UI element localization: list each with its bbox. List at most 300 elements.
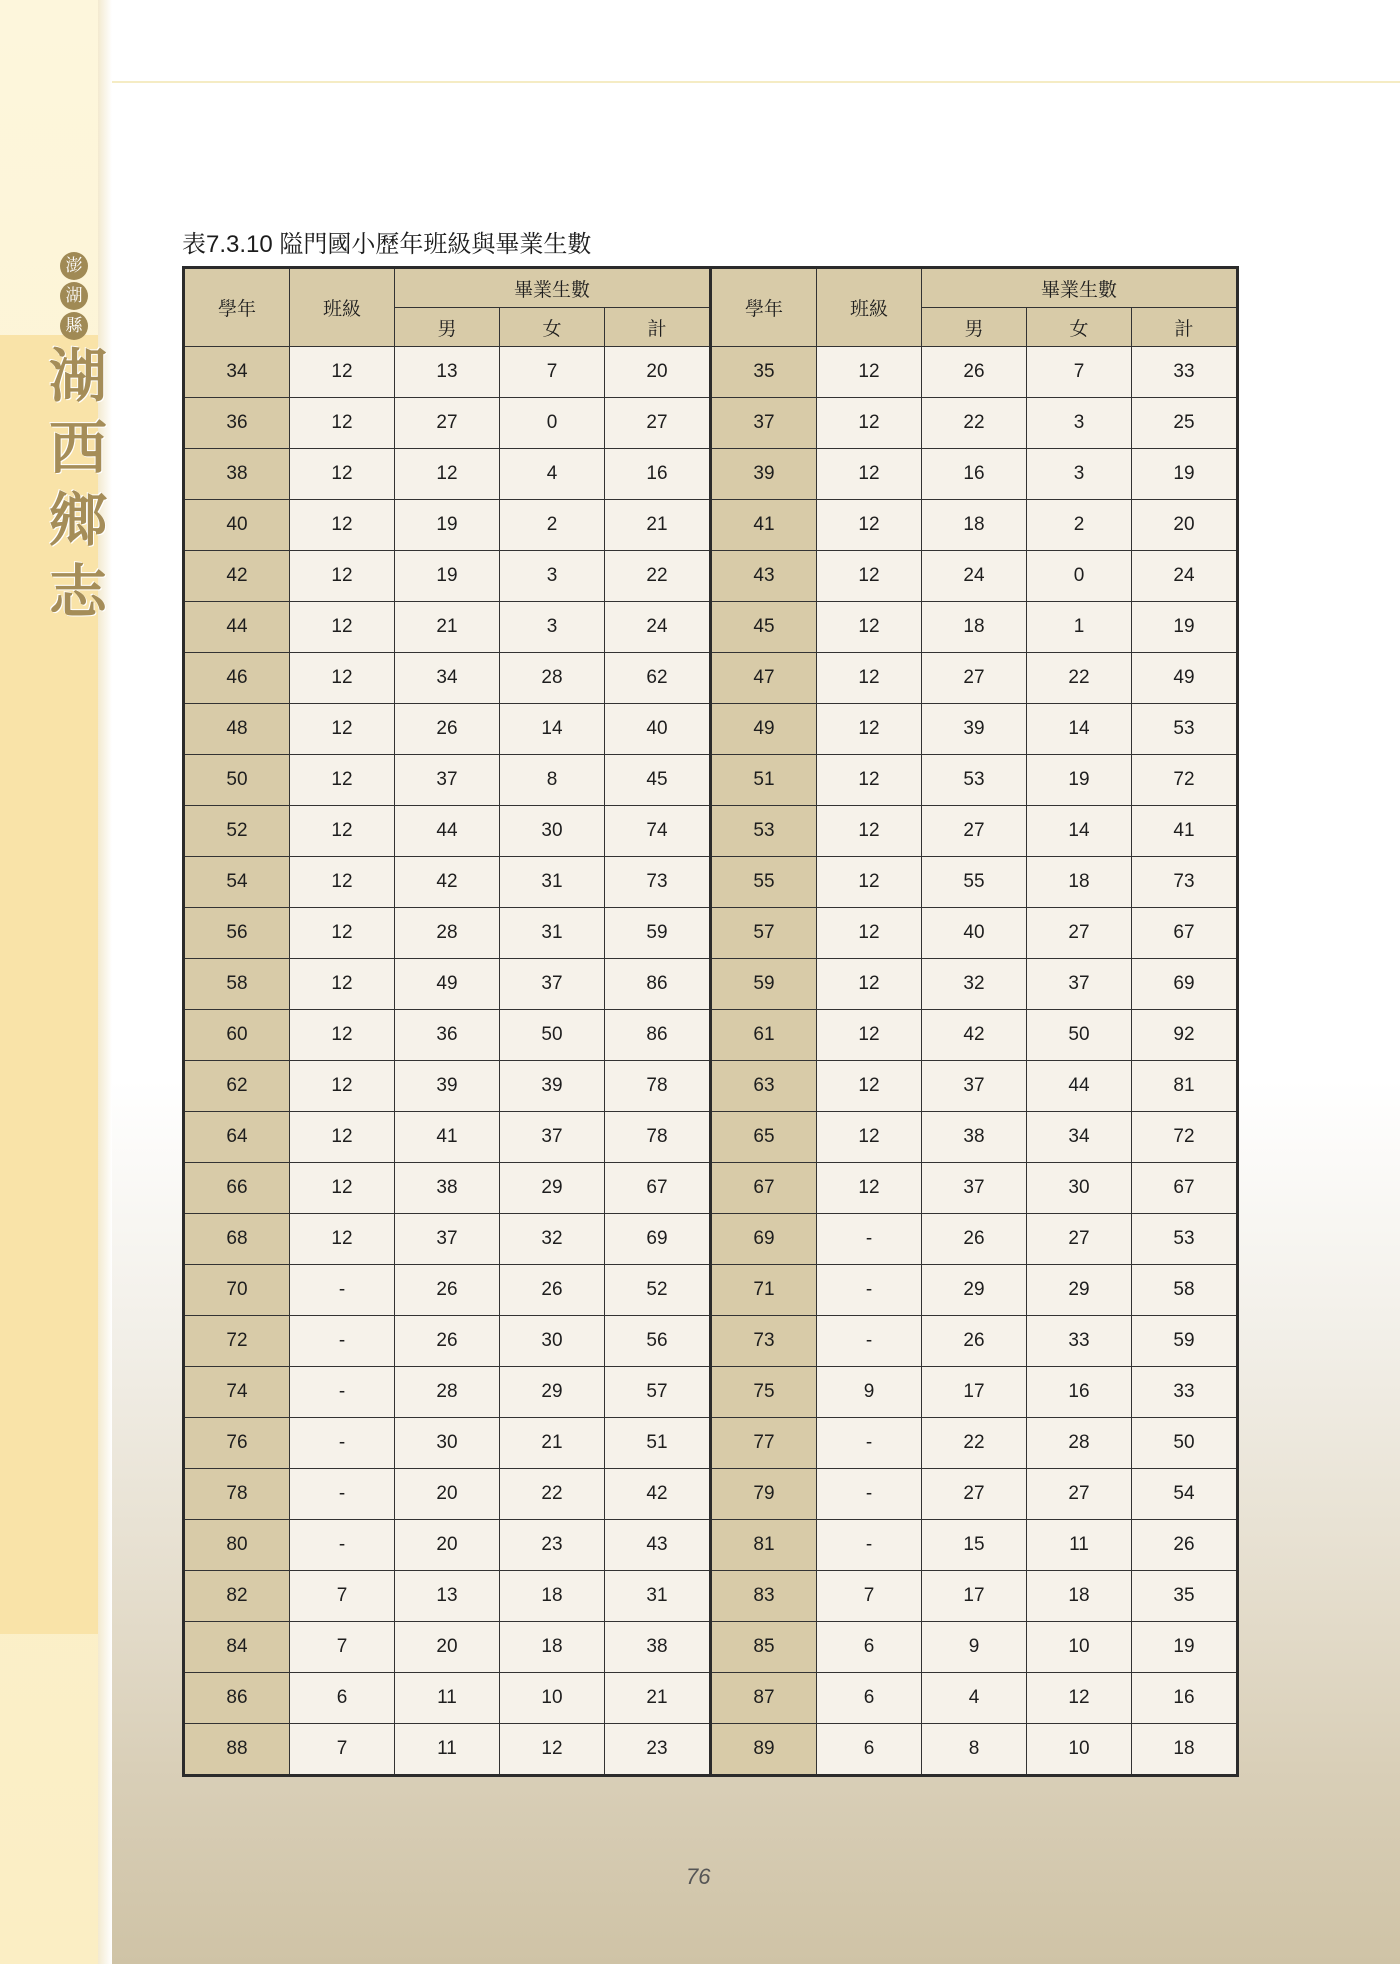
- cell-classes: -: [817, 1316, 922, 1367]
- cell-male: 34: [395, 653, 500, 704]
- table-row: [711, 1673, 1238, 1724]
- table-row: [184, 449, 711, 500]
- cell-female: 34: [1027, 1112, 1132, 1163]
- cell-year: 59: [711, 959, 817, 1010]
- cell-classes: 12: [290, 704, 395, 755]
- cell-female: 30: [1027, 1163, 1132, 1214]
- cell-female: 33: [1027, 1316, 1132, 1367]
- cell-male: 21: [395, 602, 500, 653]
- table-row: [711, 908, 1238, 959]
- cell-female: 3: [1027, 449, 1132, 500]
- cell-total: 62: [605, 653, 711, 704]
- cell-year: 84: [184, 1622, 290, 1673]
- cell-total: 19: [1132, 1622, 1238, 1673]
- cell-female: 44: [1027, 1061, 1132, 1112]
- cell-male: 27: [922, 653, 1027, 704]
- cell-total: 27: [605, 398, 711, 449]
- cell-female: 29: [1027, 1265, 1132, 1316]
- cell-female: 26: [500, 1265, 605, 1316]
- cell-year: 86: [184, 1673, 290, 1724]
- cell-female: 39: [500, 1061, 605, 1112]
- cell-year: 66: [184, 1163, 290, 1214]
- cell-year: 65: [711, 1112, 817, 1163]
- cell-total: 19: [1132, 449, 1238, 500]
- cell-classes: 12: [290, 959, 395, 1010]
- cell-year: 50: [184, 755, 290, 806]
- cell-year: 77: [711, 1418, 817, 1469]
- cell-year: 62: [184, 1061, 290, 1112]
- cell-classes: -: [290, 1316, 395, 1367]
- table-row: [184, 1571, 711, 1622]
- cell-classes: 12: [817, 959, 922, 1010]
- cell-female: 28: [500, 653, 605, 704]
- cell-male: 53: [922, 755, 1027, 806]
- cell-total: 72: [1132, 755, 1238, 806]
- cell-female: 19: [1027, 755, 1132, 806]
- cell-female: 3: [500, 602, 605, 653]
- cell-male: 37: [395, 755, 500, 806]
- cell-male: 30: [395, 1418, 500, 1469]
- cell-classes: 12: [817, 602, 922, 653]
- cell-classes: 9: [817, 1367, 922, 1418]
- cell-male: 24: [922, 551, 1027, 602]
- cell-male: 19: [395, 500, 500, 551]
- table-row: [711, 1163, 1238, 1214]
- cell-male: 11: [395, 1673, 500, 1724]
- cell-male: 4: [922, 1673, 1027, 1724]
- cell-male: 41: [395, 1112, 500, 1163]
- cell-year: 45: [711, 602, 817, 653]
- cell-female: 14: [1027, 704, 1132, 755]
- cell-classes: -: [817, 1418, 922, 1469]
- table-left: [182, 266, 712, 1777]
- table-row: [711, 1061, 1238, 1112]
- cell-male: 17: [922, 1571, 1027, 1622]
- cell-male: 16: [922, 449, 1027, 500]
- header-graduates: 畢業生數: [395, 268, 711, 308]
- cell-classes: 12: [817, 449, 922, 500]
- cell-total: 52: [605, 1265, 711, 1316]
- cell-male: 26: [922, 1214, 1027, 1265]
- cell-female: 7: [500, 347, 605, 398]
- page-number: 76: [686, 1864, 711, 1889]
- cell-female: 10: [1027, 1622, 1132, 1673]
- cell-total: 50: [1132, 1418, 1238, 1469]
- cell-classes: 12: [817, 500, 922, 551]
- seal-char: 湖: [60, 282, 88, 310]
- table-row: [711, 551, 1238, 602]
- table-row: [184, 755, 711, 806]
- cell-year: 81: [711, 1520, 817, 1571]
- cell-total: 69: [605, 1214, 711, 1265]
- cell-classes: 12: [817, 1163, 922, 1214]
- header-rule: [112, 81, 1400, 83]
- cell-total: 35: [1132, 1571, 1238, 1622]
- cell-classes: -: [290, 1265, 395, 1316]
- cell-female: 18: [500, 1622, 605, 1673]
- cell-female: 37: [500, 1112, 605, 1163]
- cell-total: 31: [605, 1571, 711, 1622]
- cell-male: 20: [395, 1469, 500, 1520]
- cell-total: 33: [1132, 1367, 1238, 1418]
- cell-year: 49: [711, 704, 817, 755]
- cell-total: 74: [605, 806, 711, 857]
- cell-female: 18: [500, 1571, 605, 1622]
- cell-classes: 7: [290, 1571, 395, 1622]
- cell-total: 54: [1132, 1469, 1238, 1520]
- cell-classes: 12: [817, 1010, 922, 1061]
- table-row: [184, 398, 711, 449]
- header-male: 男: [922, 308, 1027, 347]
- cell-classes: 6: [290, 1673, 395, 1724]
- table-row: [711, 347, 1238, 398]
- cell-classes: 12: [290, 551, 395, 602]
- cell-male: 18: [922, 602, 1027, 653]
- cell-male: 20: [395, 1622, 500, 1673]
- book-title-logo: [48, 340, 108, 628]
- cell-year: 34: [184, 347, 290, 398]
- cell-female: 10: [500, 1673, 605, 1724]
- cell-year: 56: [184, 908, 290, 959]
- table-row: [184, 1520, 711, 1571]
- header-classes: 班級: [290, 268, 395, 347]
- table-row: [184, 1367, 711, 1418]
- table-row: [711, 857, 1238, 908]
- cell-female: 37: [500, 959, 605, 1010]
- cell-year: 89: [711, 1724, 817, 1776]
- cell-classes: 12: [290, 1112, 395, 1163]
- cell-male: 39: [922, 704, 1027, 755]
- cell-total: 26: [1132, 1520, 1238, 1571]
- header-graduates: 畢業生數: [922, 268, 1238, 308]
- table-row: [184, 704, 711, 755]
- cell-classes: 12: [290, 1214, 395, 1265]
- table-row: [184, 1214, 711, 1265]
- cell-male: 27: [395, 398, 500, 449]
- cell-classes: 12: [817, 551, 922, 602]
- cell-male: 18: [922, 500, 1027, 551]
- table-row: [184, 1061, 711, 1112]
- cell-female: 14: [1027, 806, 1132, 857]
- cell-total: 67: [605, 1163, 711, 1214]
- cell-classes: 7: [290, 1622, 395, 1673]
- cell-female: 1: [1027, 602, 1132, 653]
- table-row: [184, 653, 711, 704]
- cell-male: 42: [922, 1010, 1027, 1061]
- table-row: [184, 1724, 711, 1776]
- table-row: [184, 551, 711, 602]
- cell-female: 8: [500, 755, 605, 806]
- cell-year: 38: [184, 449, 290, 500]
- cell-total: 19: [1132, 602, 1238, 653]
- cell-year: 35: [711, 347, 817, 398]
- cell-total: 59: [1132, 1316, 1238, 1367]
- cell-total: 86: [605, 959, 711, 1010]
- cell-female: 3: [500, 551, 605, 602]
- cell-male: 26: [395, 1316, 500, 1367]
- header-male: 男: [395, 308, 500, 347]
- table-right: [709, 266, 1239, 1777]
- cell-classes: 12: [290, 806, 395, 857]
- table-row: [184, 1163, 711, 1214]
- cell-year: 87: [711, 1673, 817, 1724]
- cell-classes: 12: [290, 1163, 395, 1214]
- cell-year: 60: [184, 1010, 290, 1061]
- cell-year: 57: [711, 908, 817, 959]
- cell-male: 17: [922, 1367, 1027, 1418]
- cell-year: 69: [711, 1214, 817, 1265]
- cell-classes: -: [290, 1418, 395, 1469]
- cell-total: 49: [1132, 653, 1238, 704]
- cell-female: 23: [500, 1520, 605, 1571]
- cell-year: 70: [184, 1265, 290, 1316]
- cell-female: 27: [1027, 1469, 1132, 1520]
- cell-total: 67: [1132, 908, 1238, 959]
- cell-male: 26: [395, 1265, 500, 1316]
- table-row: [184, 1316, 711, 1367]
- cell-total: 78: [605, 1112, 711, 1163]
- cell-female: 12: [1027, 1673, 1132, 1724]
- cell-female: 2: [500, 500, 605, 551]
- table-row: [711, 1571, 1238, 1622]
- cell-male: 28: [395, 1367, 500, 1418]
- cell-year: 40: [184, 500, 290, 551]
- header-female: 女: [1027, 308, 1132, 347]
- cell-classes: 12: [290, 602, 395, 653]
- table-row: [711, 500, 1238, 551]
- cell-classes: -: [290, 1469, 395, 1520]
- table-row: [711, 1265, 1238, 1316]
- table-row: [184, 908, 711, 959]
- cell-year: 47: [711, 653, 817, 704]
- cell-classes: 12: [817, 1061, 922, 1112]
- table-row: [184, 1673, 711, 1724]
- cell-total: 18: [1132, 1724, 1238, 1776]
- header-year: 學年: [711, 268, 817, 347]
- table-row: [711, 449, 1238, 500]
- cell-year: 67: [711, 1163, 817, 1214]
- table-row: [711, 602, 1238, 653]
- cell-classes: 6: [817, 1673, 922, 1724]
- table-row: [711, 1367, 1238, 1418]
- table-row: [711, 1469, 1238, 1520]
- cell-male: 27: [922, 806, 1027, 857]
- cell-male: 40: [922, 908, 1027, 959]
- cell-classes: -: [817, 1469, 922, 1520]
- cell-female: 21: [500, 1418, 605, 1469]
- table-row: [184, 1112, 711, 1163]
- cell-female: 27: [1027, 908, 1132, 959]
- sidebar-edge: [98, 0, 112, 1964]
- cell-male: 28: [395, 908, 500, 959]
- cell-year: 42: [184, 551, 290, 602]
- cell-classes: 12: [817, 1112, 922, 1163]
- cell-male: 12: [395, 449, 500, 500]
- cell-classes: 12: [290, 755, 395, 806]
- cell-year: 80: [184, 1520, 290, 1571]
- cell-male: 55: [922, 857, 1027, 908]
- table-row: [184, 500, 711, 551]
- cell-classes: 12: [817, 347, 922, 398]
- cell-female: 2: [1027, 500, 1132, 551]
- cell-male: 22: [922, 398, 1027, 449]
- table-row: [711, 1520, 1238, 1571]
- header-classes: 班級: [817, 268, 922, 347]
- cell-classes: -: [290, 1520, 395, 1571]
- cell-female: 31: [500, 857, 605, 908]
- cell-year: 43: [711, 551, 817, 602]
- cell-male: 44: [395, 806, 500, 857]
- cell-total: 56: [605, 1316, 711, 1367]
- table-row: [184, 602, 711, 653]
- cell-female: 0: [500, 398, 605, 449]
- cell-male: 26: [922, 347, 1027, 398]
- table-row: [711, 1724, 1238, 1776]
- cell-female: 37: [1027, 959, 1132, 1010]
- table-row: [711, 755, 1238, 806]
- cell-year: 63: [711, 1061, 817, 1112]
- cell-male: 49: [395, 959, 500, 1010]
- cell-male: 37: [922, 1163, 1027, 1214]
- cell-classes: 12: [290, 500, 395, 551]
- cell-year: 85: [711, 1622, 817, 1673]
- cell-male: 37: [922, 1061, 1027, 1112]
- cell-male: 39: [395, 1061, 500, 1112]
- table-row: [184, 1418, 711, 1469]
- cell-classes: 6: [817, 1724, 922, 1776]
- cell-female: 16: [1027, 1367, 1132, 1418]
- cell-classes: 12: [290, 1010, 395, 1061]
- cell-total: 67: [1132, 1163, 1238, 1214]
- cell-year: 41: [711, 500, 817, 551]
- cell-year: 74: [184, 1367, 290, 1418]
- cell-male: 13: [395, 1571, 500, 1622]
- cell-year: 83: [711, 1571, 817, 1622]
- cell-male: 19: [395, 551, 500, 602]
- table-row: [711, 959, 1238, 1010]
- cell-classes: 12: [817, 704, 922, 755]
- cell-total: 21: [605, 1673, 711, 1724]
- cell-year: 82: [184, 1571, 290, 1622]
- cell-classes: 12: [290, 857, 395, 908]
- table-title: 表7.3.10 隘門國小歷年班級與畢業生數: [182, 231, 592, 258]
- cell-year: 88: [184, 1724, 290, 1776]
- cell-year: 72: [184, 1316, 290, 1367]
- table-row: [184, 1622, 711, 1673]
- cell-female: 7: [1027, 347, 1132, 398]
- header-female: 女: [500, 308, 605, 347]
- cell-total: 38: [605, 1622, 711, 1673]
- table-row: [184, 806, 711, 857]
- table-row: [184, 1010, 711, 1061]
- cell-total: 33: [1132, 347, 1238, 398]
- cell-classes: 12: [817, 755, 922, 806]
- cell-classes: 7: [817, 1571, 922, 1622]
- cell-year: 64: [184, 1112, 290, 1163]
- cell-year: 73: [711, 1316, 817, 1367]
- cell-male: 15: [922, 1520, 1027, 1571]
- cell-male: 29: [922, 1265, 1027, 1316]
- cell-male: 27: [922, 1469, 1027, 1520]
- cell-year: 76: [184, 1418, 290, 1469]
- cell-classes: 12: [290, 449, 395, 500]
- cell-year: 75: [711, 1367, 817, 1418]
- cell-male: 32: [922, 959, 1027, 1010]
- cell-female: 30: [500, 806, 605, 857]
- cell-total: 72: [1132, 1112, 1238, 1163]
- cell-female: 31: [500, 908, 605, 959]
- cell-classes: 12: [817, 653, 922, 704]
- cell-female: 12: [500, 1724, 605, 1776]
- cell-total: 20: [605, 347, 711, 398]
- cell-female: 11: [1027, 1520, 1132, 1571]
- cell-total: 45: [605, 755, 711, 806]
- cell-classes: 7: [290, 1724, 395, 1776]
- cell-female: 29: [500, 1163, 605, 1214]
- cell-classes: 12: [817, 806, 922, 857]
- table-row: [711, 806, 1238, 857]
- table-row: [184, 1469, 711, 1520]
- cell-male: 9: [922, 1622, 1027, 1673]
- cell-total: 73: [605, 857, 711, 908]
- cell-male: 26: [922, 1316, 1027, 1367]
- cell-total: 73: [1132, 857, 1238, 908]
- cell-classes: 12: [817, 857, 922, 908]
- cell-male: 38: [922, 1112, 1027, 1163]
- cell-year: 36: [184, 398, 290, 449]
- cell-total: 86: [605, 1010, 711, 1061]
- cell-year: 55: [711, 857, 817, 908]
- table-row: [711, 1622, 1238, 1673]
- cell-classes: -: [817, 1520, 922, 1571]
- book-title-char: 西: [48, 414, 107, 482]
- cell-male: 13: [395, 347, 500, 398]
- cell-total: 69: [1132, 959, 1238, 1010]
- seal-char: 澎: [60, 252, 88, 280]
- cell-year: 51: [711, 755, 817, 806]
- cell-year: 52: [184, 806, 290, 857]
- cell-year: 68: [184, 1214, 290, 1265]
- book-title-char: 湖: [48, 342, 107, 410]
- header-year: 學年: [184, 268, 290, 347]
- cell-year: 53: [711, 806, 817, 857]
- cell-year: 54: [184, 857, 290, 908]
- cell-classes: 12: [817, 908, 922, 959]
- cell-total: 51: [605, 1418, 711, 1469]
- cell-year: 71: [711, 1265, 817, 1316]
- cell-female: 14: [500, 704, 605, 755]
- cell-year: 78: [184, 1469, 290, 1520]
- cell-classes: 6: [817, 1622, 922, 1673]
- cell-male: 42: [395, 857, 500, 908]
- cell-female: 3: [1027, 398, 1132, 449]
- cell-year: 58: [184, 959, 290, 1010]
- cell-total: 23: [605, 1724, 711, 1776]
- cell-male: 36: [395, 1010, 500, 1061]
- book-title-char: 鄉: [48, 486, 107, 554]
- cell-female: 50: [1027, 1010, 1132, 1061]
- cell-female: 22: [1027, 653, 1132, 704]
- cell-female: 22: [500, 1469, 605, 1520]
- cell-total: 81: [1132, 1061, 1238, 1112]
- cell-total: 25: [1132, 398, 1238, 449]
- cell-male: 8: [922, 1724, 1027, 1776]
- cell-total: 43: [605, 1520, 711, 1571]
- cell-female: 32: [500, 1214, 605, 1265]
- cell-classes: 12: [290, 347, 395, 398]
- cell-classes: -: [817, 1214, 922, 1265]
- header-total: 計: [1132, 308, 1238, 347]
